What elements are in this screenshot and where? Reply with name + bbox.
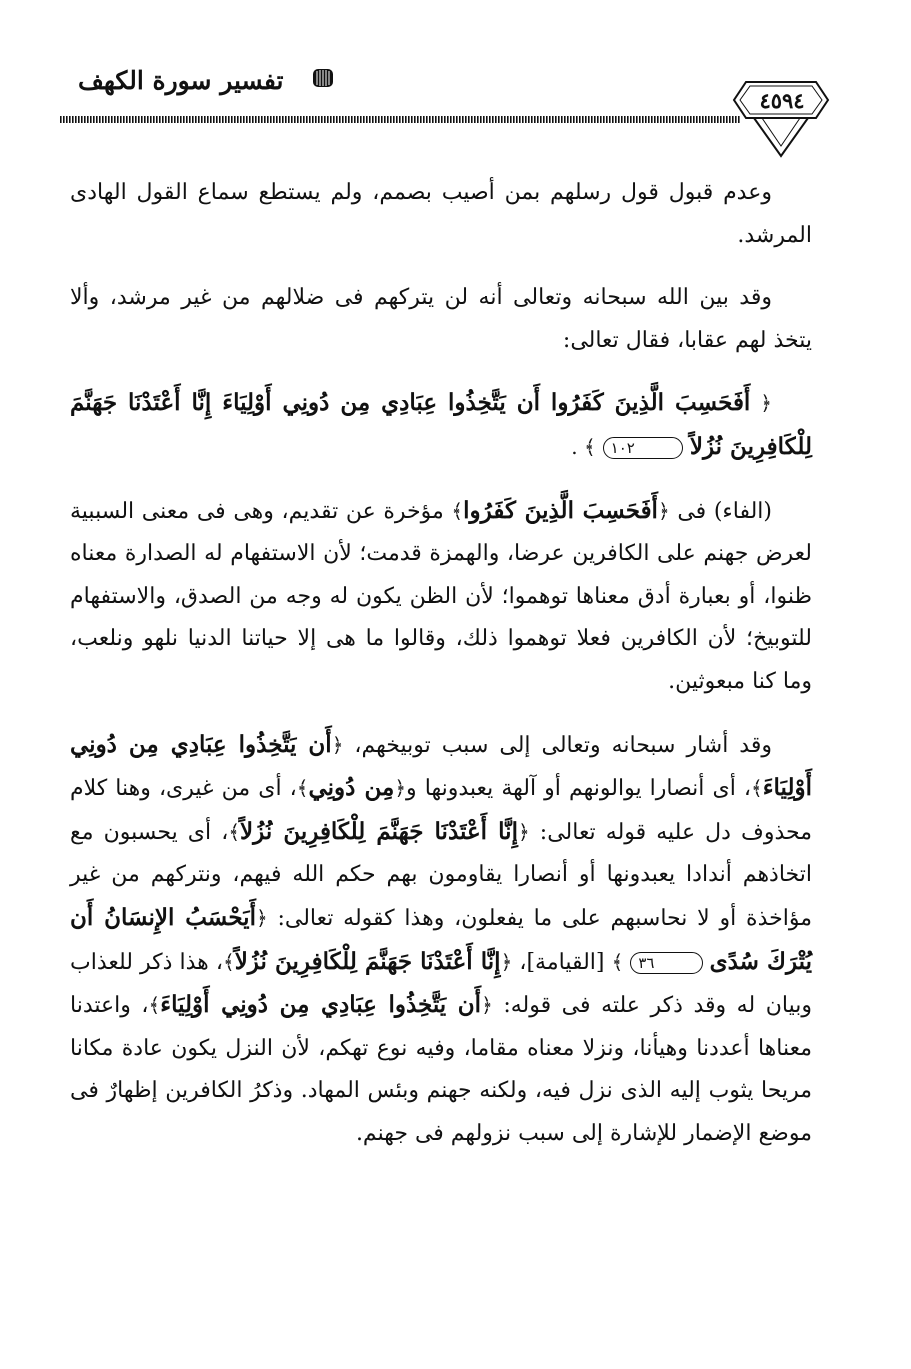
- ornate-brace: ﴿: [394, 776, 407, 801]
- text-run: ، أى أنصارا يوالونهم أو آلهة يعبدونها و: [406, 776, 751, 802]
- quran-verse: إِنَّا أَعْتَدْنَا جَهَنَّمَ لِلْكَافِرِينَ نُزُلاً: [234, 947, 501, 975]
- ornate-brace: ﴾: [611, 949, 624, 974]
- page-number: ٤٥٩٤: [759, 88, 805, 113]
- quran-verse: أَن يَتَّخِذُوا عِبَادِي مِن دُونِي أَوْلِيَاءَ: [70, 730, 812, 802]
- ornate-brace: ﴿: [331, 732, 344, 757]
- ornate-brace: ﴾: [296, 776, 309, 801]
- ornate-brace: ﴿: [500, 949, 513, 974]
- ornate-brace: ﴾: [451, 498, 464, 523]
- ornate-brace: ﴿: [255, 905, 268, 930]
- paragraph: [70, 724, 812, 1156]
- ornate-brace: ﴿: [481, 993, 493, 1018]
- paragraph: وعدم قبول قول رسلهم بمن أصيب بصمم، ولم يستطع سماع القول الهادى المرشد.: [70, 180, 812, 248]
- ayah-number: ١٠٢: [603, 437, 683, 459]
- verse-paragraph: [70, 382, 812, 469]
- bullet-ornament-icon: [312, 66, 334, 90]
- text-run: ، أى من غيرى، وهنا كلام محذوف دل عليه قوله تعالى:: [70, 776, 813, 845]
- quran-verse: أَيَحْسَبُ الإِنسَانُ أَن يُتْرَكَ سُدًى: [70, 903, 812, 975]
- ornate-brace: ﴿: [760, 391, 772, 416]
- ornate-brace: ﴾: [148, 993, 161, 1018]
- ornate-brace: ﴾ .: [571, 434, 596, 459]
- quran-verse: أَفَحَسِبَ الَّذِينَ كَفَرُوا أَن يَتَّخِذُوا عِبَادِي مِن دُونِي أَوْلِيَاءَ إِنَّا أَعْتَدْنَا جَهَنَّمَ لِلْكَافِرِينَ نُزُلاً: [70, 389, 812, 460]
- text-run: (الفاء) فى: [669, 498, 772, 524]
- ayah-number: ٣٦: [630, 952, 702, 974]
- text-run: مؤخرة عن تقديم، وهى فى معنى السببية لعرض جهنم على الكافرين عرضا، والهمزة قدمت؛ لأن الاستفهام له الصدارة معناه ظنوا، أو بعبارة أدق معناها توهموا؛ لأن الظن يكون له وجه من الصدق، والاستفهام للتوبيخ؛ لأن الكافرين فعلا توهموا ذلك، وقالوا ما هى إلا حياتنا الدنيا نلهو ونلعب، وما كنا مبعوثين.: [70, 498, 812, 694]
- ornate-brace: ﴾: [222, 949, 235, 974]
- running-header-title: تفسير سورة الكهف: [78, 66, 284, 95]
- text-run: ، واعتدنا معناها أعددنا وهيأنا، ونزلا معناه مقاما، وفيه نوع تهكم، لأن النزل يكون عادة مكانا مريحا يثوب إليه الذى نزل فيه، ولكنه جهنم وبئس المهاد. وذكرُ الكافرين إظهارٌ فى موضع الإضمار للإشارة إلى سبب نزولهم فى جهنم.: [70, 993, 812, 1146]
- header-rule: [60, 116, 740, 123]
- text-run: وقد أشار سبحانه وتعالى إلى سبب توبيخهم،: [343, 732, 772, 758]
- ornate-brace: ﴿: [517, 819, 530, 844]
- page-header: [0, 58, 911, 158]
- quran-verse: أَفَحَسِبَ الَّذِينَ كَفَرُوا: [463, 496, 658, 524]
- text-run: ، أى يحسبون مع اتخاذهم أندادا يعبدونها أو أنصارا يقاومون بهم حكم الله فيهم، ونتركهم من غير مؤاخذة أو لا نحاسبهم على ما يفعلون، وهذا كقوله تعالى:: [70, 819, 812, 931]
- ornate-brace: ﴾: [228, 819, 241, 844]
- text-run: [القيامة]،: [512, 949, 612, 975]
- ornate-brace: ﴿: [657, 498, 670, 523]
- paragraph: وقد بين الله سبحانه وتعالى أنه لن يتركهم فى ضلالهم من غير مرشد، وألا يتخذ لهم عقابا، فقال تعالى:: [70, 285, 812, 353]
- quran-verse: مِن دُونِي: [308, 774, 395, 802]
- text-run: ، هذا ذكر للعذاب وبيان له وقد ذكر علته فى قوله:: [70, 949, 812, 1019]
- page-body: [70, 172, 812, 1175]
- quran-verse: إِنَّا أَعْتَدْنَا جَهَنَّمَ لِلْكَافِرِينَ نُزُلاً: [240, 817, 518, 845]
- quran-verse: أَن يَتَّخِذُوا عِبَادِي مِن دُونِي أَوْلِيَاءَ: [160, 991, 482, 1019]
- paragraph: [70, 490, 812, 704]
- ornate-brace: ﴾: [751, 776, 763, 801]
